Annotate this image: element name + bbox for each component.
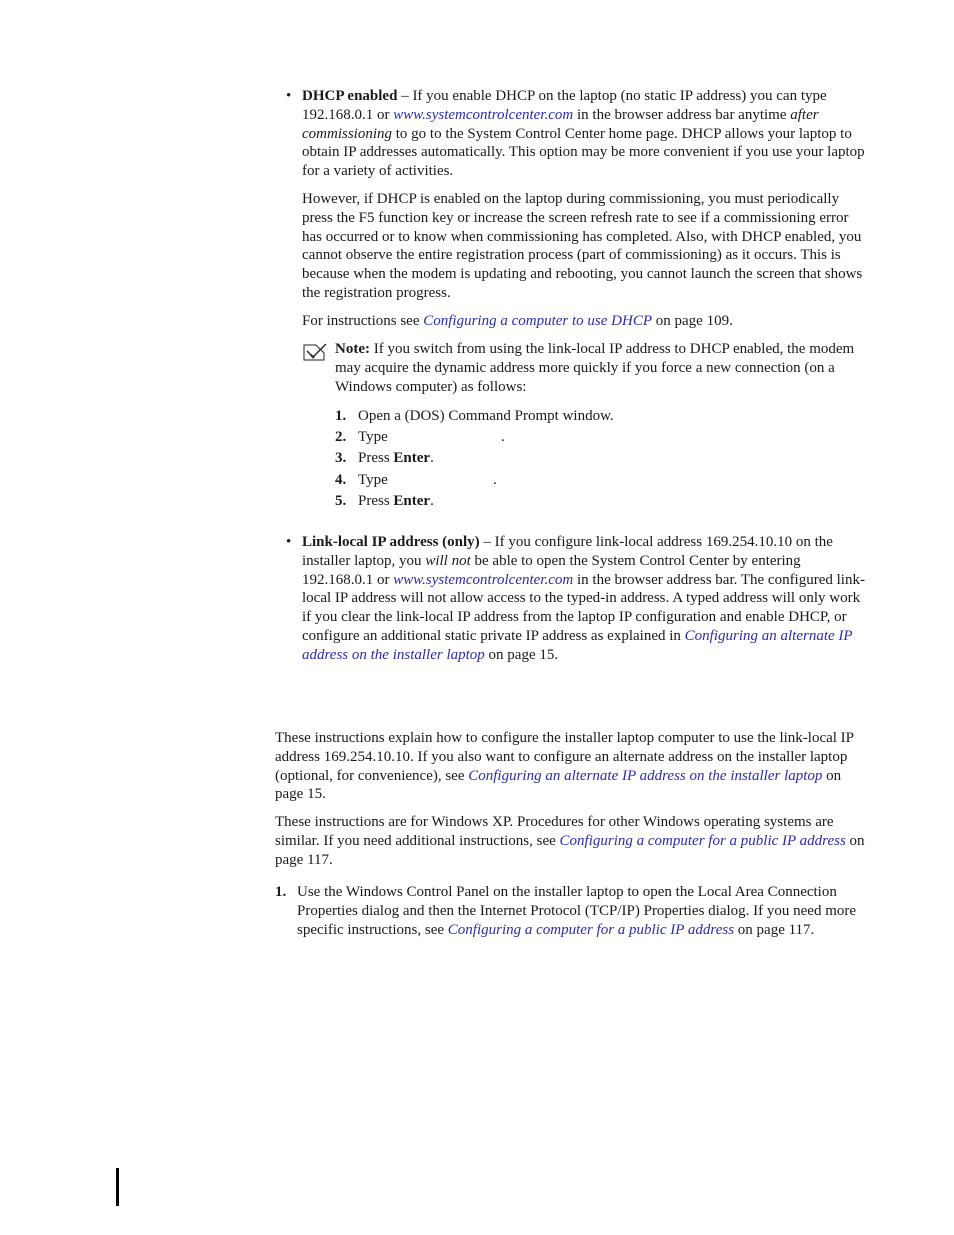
text: These instructions explain how to configure the installer laptop computer to use the link-local IP address 169.254.10.10. If you also want to configure an alternate address on the installer laptop (optional, for convenience), see [275,730,854,784]
step-number: 4. [335,472,347,488]
term-dhcp-enabled: DHCP enabled [302,88,398,104]
emphasis-after-commissioning: after commissioning [302,106,819,142]
change-bar [116,1168,119,1206]
dhcp-enabled-paragraph [302,87,868,181]
step-text [358,492,434,511]
step-number: 1. [275,884,287,900]
text: on page 109. [652,313,733,329]
step-number: 2. [335,429,347,445]
text: – If you enable DHCP on the laptop (no static IP address) you can type 192.168.0.1 or [302,88,827,123]
text: These instructions are for Windows XP. Procedures for other Windows operating systems are similar. If you need additional instructions, see [275,814,834,849]
note-paragraph [335,340,869,396]
dhcp-warning-paragraph: However, if DHCP is enabled on the laptop during commissioning, you must periodically press the F5 function key or increase the screen refresh rate to see if a commissioning error has occurred or to know when commissioning has completed. Also, with DHCP enabled, you cannot observe the entire registration process (part of commissioning) as it occurs. This is because when the modem is updating and rebooting, you cannot launch the screen that shows the registration progress. [302,191,863,301]
text: Use the Windows Control Panel on the installer laptop to open the Local Area Connection Properties dialog and then the Internet Protocol (TCP/IP) Properties dialog. If you need more specific instructions, see [297,884,857,938]
note-label: Note: [335,341,370,357]
text: Press [358,493,394,509]
step-period: . [493,472,497,488]
dhcp-instructions-paragraph [302,312,868,331]
step-text: Type [358,472,388,488]
text: on page 15. [484,646,559,663]
link-configuring-public-ip[interactable]: Configuring a computer for a public IP address [559,832,846,849]
step-period: . [501,429,505,445]
link-local-paragraph [302,533,868,665]
text: in the browser address bar anytime [573,106,791,123]
step-text [358,449,434,468]
step-number: 1. [335,408,347,424]
note-pencil-icon [302,342,328,362]
windows-xp-paragraph [275,813,869,869]
link-configuring-alternate-ip[interactable]: Configuring an alternate IP address on the installer laptop [468,767,823,784]
text: For instructions see [302,313,424,329]
text: to go to the System Control Center home page. DHCP allows your laptop to obtain IP addresses automatically. This option may be more convenient if you use your laptop for a variety of activities. [302,125,865,180]
text: be able to open the System Control Center by entering 192.168.0.1 or [302,552,801,588]
text: on page 117. [734,921,815,938]
intro-paragraph [275,729,865,804]
note-text: If you switch from using the link-local IP address to DHCP enabled, the modem may acquire the dynamic address more quickly if you force a new connection (on a Windows computer) as follows: [335,341,855,395]
bullet-marker: • [286,88,292,104]
text: . [430,493,434,509]
step-number: 5. [335,493,347,509]
bullet-marker: • [286,534,292,550]
emphasis-will-not: will not [425,552,471,569]
text: . [430,450,434,466]
link-configuring-alternate-ip[interactable]: Configuring an alternate IP address on the installer laptop [302,627,853,663]
text: on page 117. [275,832,865,868]
term-link-local: Link-local IP address (only) [302,534,480,550]
text: in the browser address bar. The configured link-local IP address will not allow access to the typed-in address. A typed address will only work if you clear the link-local IP address from the laptop IP configuration and enable DHCP, or configure an additional static private IP address as explained in [302,571,865,644]
step-text: Open a (DOS) Command Prompt window. [358,408,614,424]
key-enter: Enter [393,493,431,509]
key-enter: Enter [393,450,431,466]
link-systemcontrolcenter[interactable]: www.systemcontrolcenter.com [393,106,574,123]
step-number: 3. [335,450,347,466]
link-configuring-public-ip[interactable]: Configuring a computer for a public IP address [447,921,735,938]
text: on page 15. [275,767,842,803]
step-1-paragraph [297,883,869,939]
link-configuring-dhcp[interactable]: Configuring a computer to use DHCP [423,313,652,329]
text: – If you configure link-local address 169.254.10.10 on the installer laptop, you [302,534,833,569]
link-systemcontrolcenter[interactable]: www.systemcontrolcenter.com [393,571,574,588]
text: Press [358,450,394,466]
step-text: Type [358,429,388,445]
